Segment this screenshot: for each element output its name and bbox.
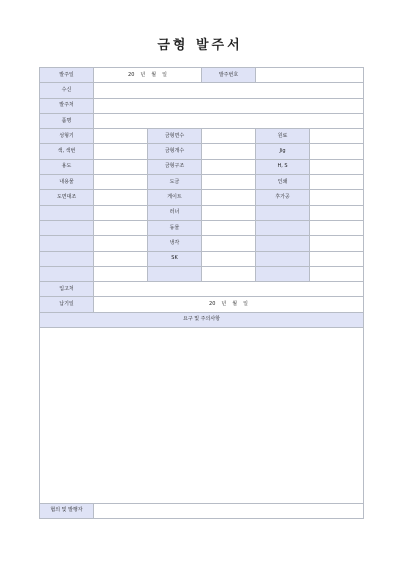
label-quote: 입고처 [40,282,94,297]
recipient-value[interactable] [94,83,364,98]
label-plating: 도금 [148,175,202,190]
print-value[interactable] [310,175,364,190]
row-usage [40,159,364,174]
label-gate: 게이트 [148,190,202,205]
label-runner: 러너 [148,205,202,220]
date-year-prefix: 20 [128,71,135,78]
order-form-table [39,67,364,519]
order-date-value[interactable] [94,68,202,83]
blank-label-cell [40,205,94,220]
row-ejection [40,220,364,235]
row-agreement [40,503,364,518]
contents-value[interactable] [94,175,148,190]
blank-label-cell [40,266,94,281]
label-delivery-date: 납기일 [40,297,94,312]
runner-value[interactable] [202,205,256,220]
label-contents: 내용물 [40,175,94,190]
delivery-date-value[interactable] [94,297,364,312]
label-mold-cycles: 금형면수 [148,129,202,144]
row-cooling [40,236,364,251]
label-color-code: 색, 색번 [40,144,94,159]
blank-value-cell[interactable] [94,220,148,235]
blank-label-cell [256,251,310,266]
cavity-count-value[interactable] [202,144,256,159]
mold-cycles-value[interactable] [202,129,256,144]
requirements-header: 요구 및 주의사항 [40,312,364,327]
label-orderer: 발주처 [40,98,94,113]
blank-label-cell [40,236,94,251]
row-runner [40,205,364,220]
molding-machine-value[interactable] [94,129,148,144]
row-order-date [40,68,364,83]
blank-value-cell[interactable] [310,220,364,235]
label-agreement: 협의 및 발행자 [40,503,94,518]
document-title: 금형 발주서 [157,38,243,53]
label-order-no: 발주번호 [202,68,256,83]
blank-value-cell[interactable] [310,236,364,251]
row-delivery-date [40,297,364,312]
blank-label-cell [256,236,310,251]
date-day: 일 [162,71,167,78]
label-usage: 용도 [40,159,94,174]
blank-label-cell [40,251,94,266]
label-drawing-ref: 도면대조 [40,190,94,205]
drawing-ref-value[interactable] [94,190,148,205]
quote-value[interactable] [94,282,364,297]
usage-value[interactable] [94,159,148,174]
label-ejection: 동물 [148,220,202,235]
hs-value[interactable] [310,159,364,174]
date-month: 월 [232,301,238,308]
blank-value-cell[interactable] [94,205,148,220]
cooling-value[interactable] [202,236,256,251]
blank-label-cell [256,220,310,235]
post-process-value[interactable] [310,190,364,205]
row-contents [40,175,364,190]
date-year: 년 [221,301,227,308]
row-sk [40,251,364,266]
label-hs: H, S [256,159,310,174]
blank-label-cell [40,220,94,235]
label-raw-material: 원료 [256,129,310,144]
label-post-process: 후가공 [256,190,310,205]
label-mold-structure: 금형구조 [148,159,202,174]
blank-value-cell[interactable] [310,266,364,281]
ejection-value[interactable] [202,220,256,235]
order-no-value[interactable] [256,68,364,83]
blank-label-cell [256,266,310,281]
label-molding-machine: 성형기 [40,129,94,144]
row-requirements-body [40,327,364,503]
label-cavity-count: 금형개수 [148,144,202,159]
label-item-name: 품명 [40,113,94,128]
row-item-name [40,113,364,128]
date-year: 년 [140,71,146,78]
blank-label-cell [148,266,202,281]
label-print: 인쇄 [256,175,310,190]
raw-material-value[interactable] [310,129,364,144]
row-drawing [40,190,364,205]
blank-value-cell[interactable] [94,266,148,281]
orderer-value[interactable] [94,98,364,113]
row-recipient [40,83,364,98]
blank-value-cell[interactable] [310,205,364,220]
blank-value-cell[interactable] [310,251,364,266]
row-blank [40,266,364,281]
blank-label-cell [256,205,310,220]
color-code-value[interactable] [94,144,148,159]
row-quote [40,282,364,297]
date-day: 일 [243,301,248,308]
item-name-value[interactable] [94,113,364,128]
label-order-date: 발주일 [40,68,94,83]
blank-value-cell[interactable] [94,236,148,251]
jig-value[interactable] [310,144,364,159]
gate-value[interactable] [202,190,256,205]
label-recipient: 수신 [40,83,94,98]
blank-value-cell[interactable] [94,251,148,266]
date-month: 월 [151,71,157,78]
label-sk: SK [148,251,202,266]
row-color [40,144,364,159]
label-cooling: 냉각 [148,236,202,251]
agreement-value[interactable] [94,503,364,518]
label-jig: Jig [256,144,310,159]
blank-value-cell[interactable] [202,266,256,281]
requirements-textarea[interactable] [40,327,364,503]
sk-value[interactable] [202,251,256,266]
row-molding [40,129,364,144]
plating-value[interactable] [202,175,256,190]
mold-structure-value[interactable] [202,159,256,174]
row-orderer [40,98,364,113]
date-year-prefix: 20 [209,301,216,308]
row-requirements-header [40,312,364,327]
